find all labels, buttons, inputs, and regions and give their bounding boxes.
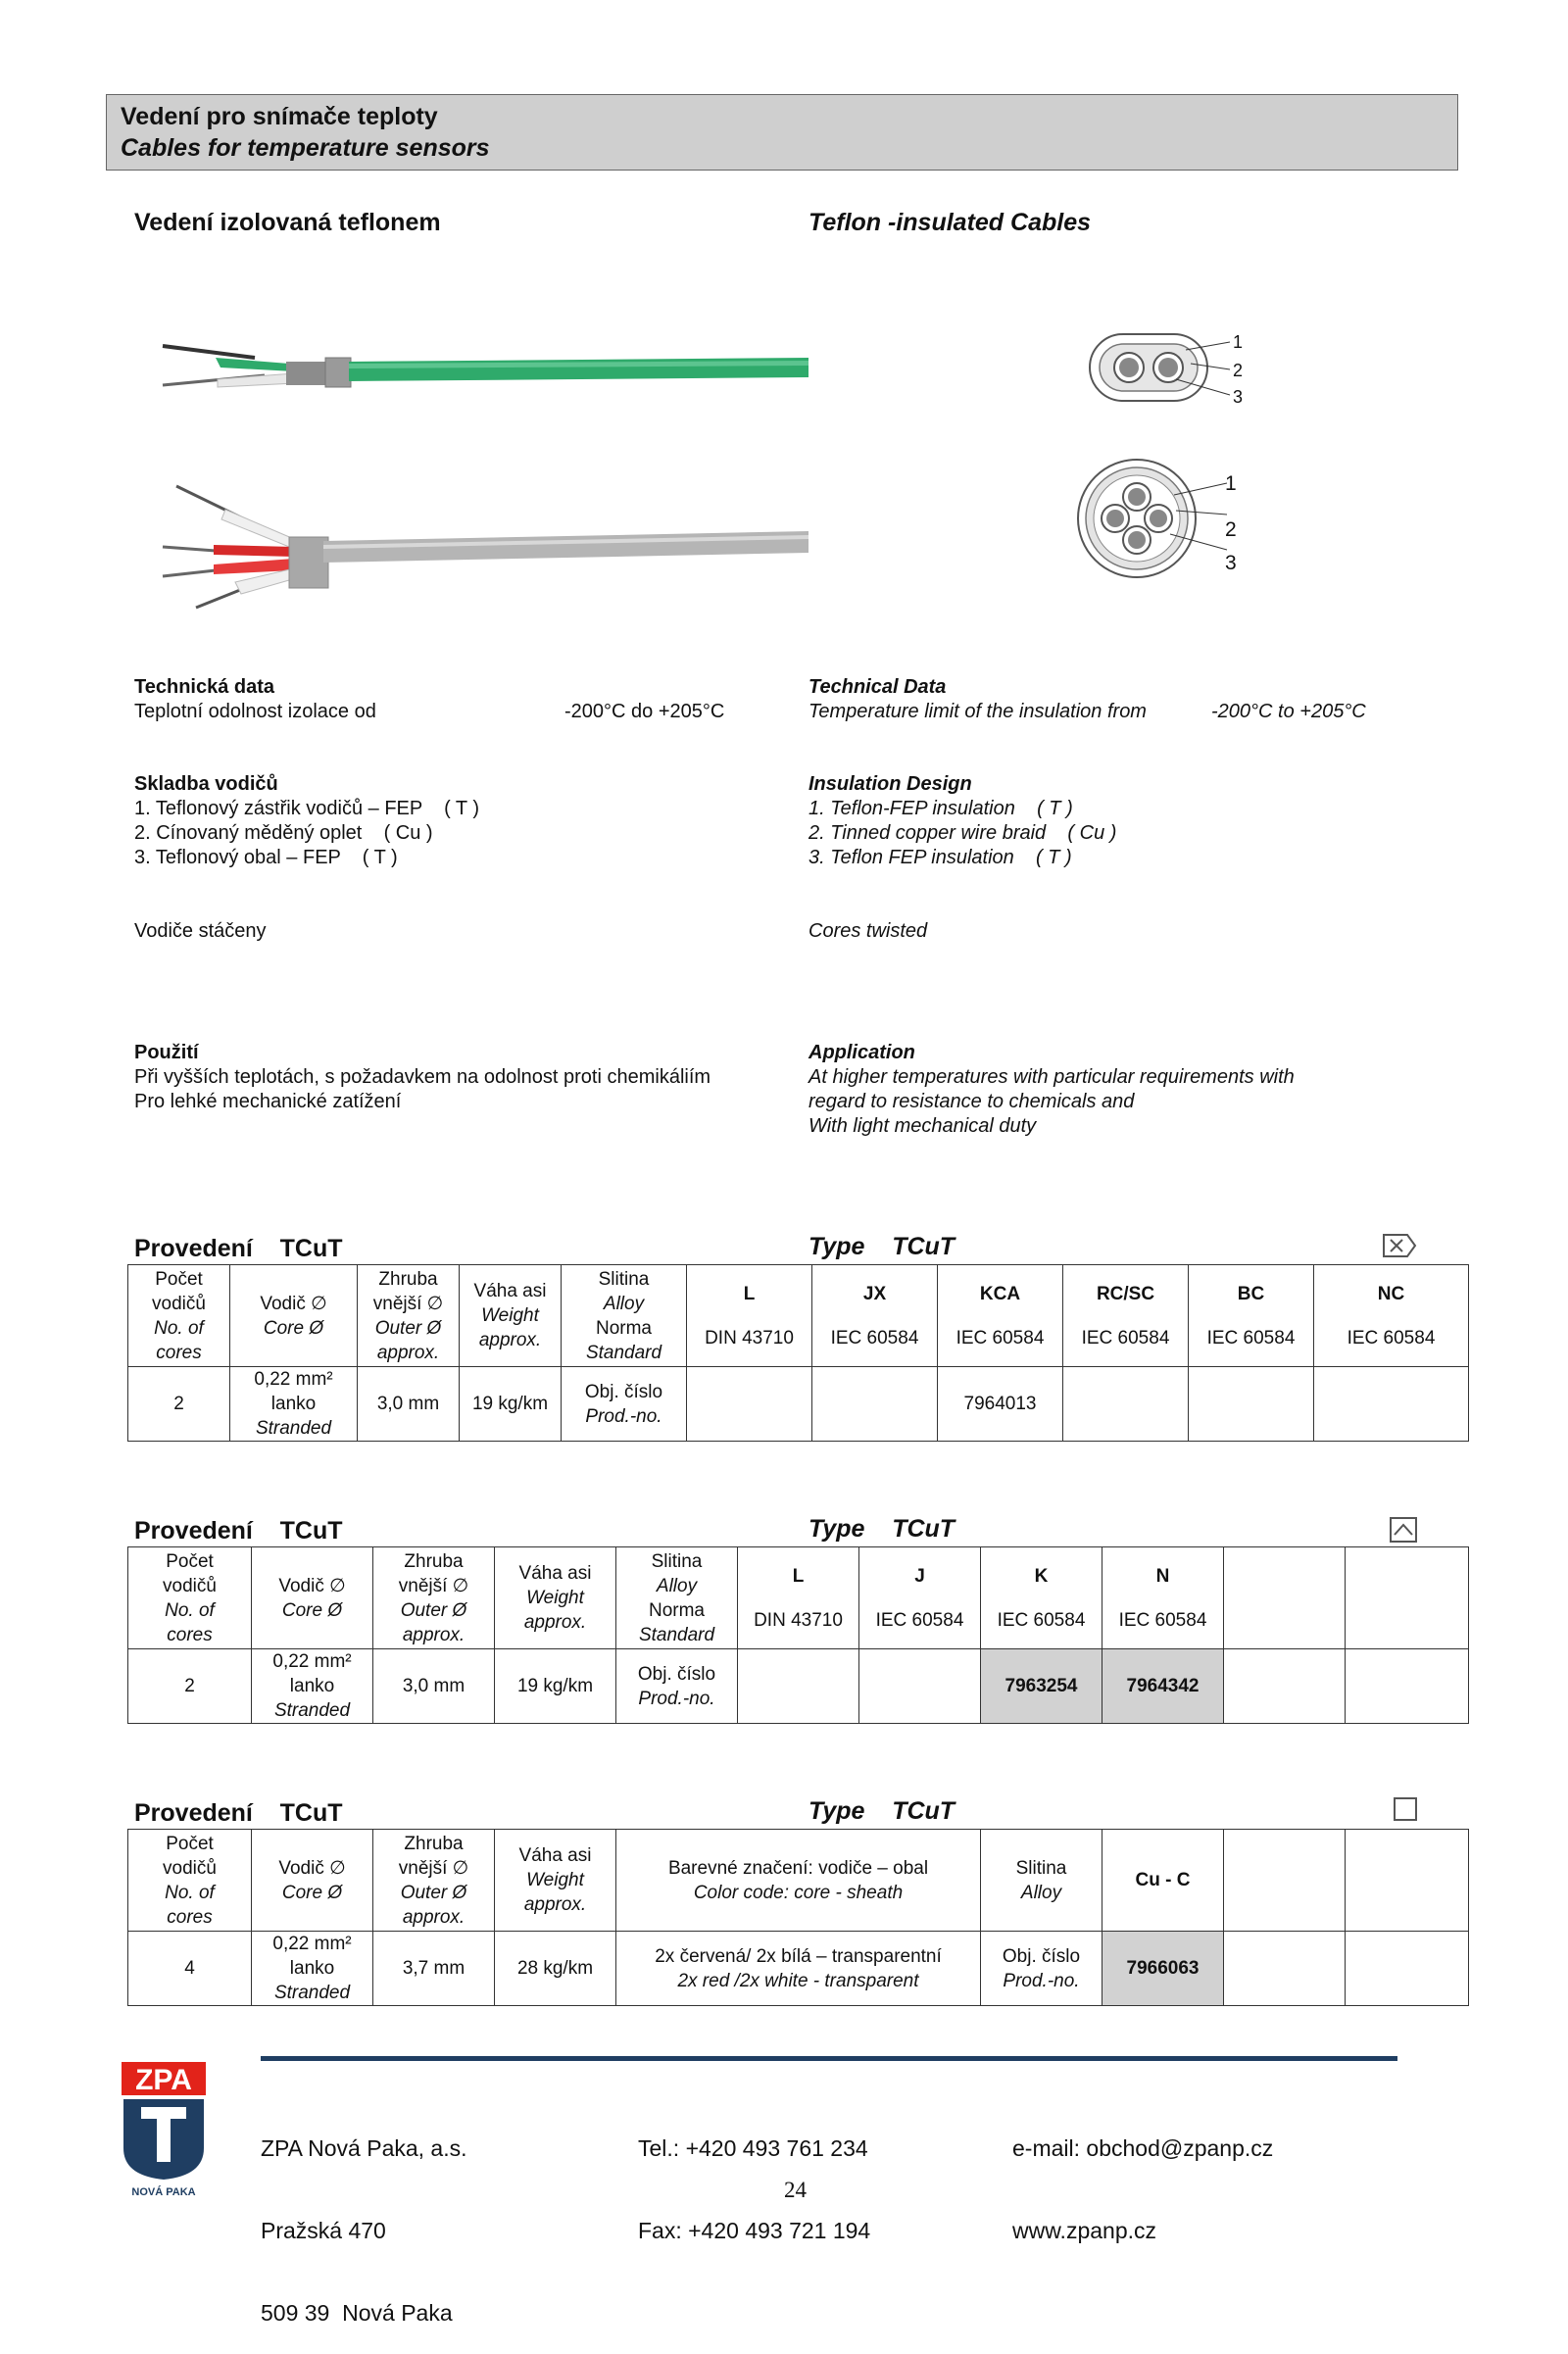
alloy-standard: IEC 60584: [875, 1609, 964, 1631]
alloy-standard: IEC 60584: [1206, 1327, 1296, 1349]
fax: Fax: +420 493 721 194: [638, 2218, 871, 2243]
empty-cell: [1224, 1830, 1346, 1932]
footer-phones: [638, 2080, 870, 2272]
cell-text: 0,22 mm²: [272, 1934, 352, 1954]
cell-weight: 19 kg/km: [460, 1367, 562, 1442]
cell-text: approx.: [478, 1330, 542, 1350]
cell-text: Prod.-no.: [1003, 1970, 1080, 1991]
alloy-header: [1189, 1265, 1314, 1367]
cell-text: Zhruba: [378, 1268, 438, 1290]
cell-text: vodičů: [163, 1575, 217, 1596]
header-title-cz: Vedení pro snímače teploty: [121, 103, 438, 130]
alloy-header: [1063, 1265, 1189, 1367]
header-outer: [373, 1547, 495, 1649]
cell-text: lanko: [270, 1394, 317, 1414]
cell-text: cores: [156, 1342, 202, 1363]
alloy-name: KCA: [979, 1283, 1021, 1304]
cell-text: lanko: [289, 1958, 335, 1979]
cell-text: vnější ∅: [398, 1575, 469, 1596]
company-name: ZPA Nová Paka, a.s.: [261, 2135, 467, 2161]
footer-rule: [261, 2056, 1397, 2061]
website-link[interactable]: www.zpanp.cz: [1012, 2218, 1157, 2243]
application-label-cz: Použití: [134, 1042, 199, 1063]
cell-code: [859, 1649, 981, 1724]
cell-text: Stranded: [255, 1418, 332, 1439]
tech-line-cz: Teplotní odolnost izolace od: [134, 701, 376, 722]
alloy-header: [981, 1547, 1102, 1649]
cell-code: [1314, 1367, 1469, 1442]
design-label-en: Insulation Design: [808, 773, 972, 795]
cell-text: approx.: [523, 1612, 587, 1633]
cell-text: Outer Ø: [374, 1317, 442, 1339]
cell-text: approx.: [402, 1906, 466, 1928]
cell-text: Core Ø: [281, 1882, 343, 1903]
cell-text: vnější ∅: [398, 1857, 469, 1879]
table2-title-cz: Provedení TCuT: [134, 1517, 343, 1545]
cell-text: Outer Ø: [400, 1599, 467, 1621]
cell-weight: 19 kg/km: [495, 1649, 616, 1724]
cell-text: Alloy: [1020, 1882, 1062, 1903]
table-row: [128, 1932, 1469, 2006]
cell-text: Color code: core - sheath: [693, 1882, 904, 1903]
application-line-cz: Pro lehké mechanické zatížení: [134, 1091, 402, 1112]
cell-text: No. of: [165, 1599, 215, 1621]
cell-outer: 3,0 mm: [358, 1367, 460, 1442]
table2-title-en: Type TCuT: [808, 1515, 956, 1543]
cell-text: Prod.-no.: [585, 1405, 662, 1427]
cell-text: Barevné značení: vodiče – obal: [667, 1857, 929, 1879]
cell-code: [687, 1367, 812, 1442]
cell-text: Outer Ø: [400, 1882, 467, 1903]
cell-text: Slitina: [598, 1268, 650, 1290]
cell-text: 0,22 mm²: [254, 1369, 333, 1390]
alloy-standard: IEC 60584: [1347, 1327, 1436, 1349]
cell-text: approx.: [376, 1342, 440, 1363]
design-item-en: 3. Teflon FEP insulation ( T ): [808, 847, 1072, 868]
alloy-name: NC: [1377, 1283, 1405, 1304]
cell-core: [252, 1649, 373, 1724]
cell-cores: 2: [128, 1367, 230, 1442]
section-title-cz: Vedení izolovaná teflonem: [134, 209, 441, 236]
green-cable-image: [157, 328, 813, 402]
alloy-standard: DIN 43710: [754, 1609, 843, 1631]
cell-cores: 4: [128, 1932, 252, 2006]
cell-text: No. of: [154, 1317, 204, 1339]
cell-text: Slitina: [651, 1550, 703, 1572]
alloy-name: RC/SC: [1096, 1283, 1155, 1304]
cell-code-highlighted: 7964342: [1102, 1649, 1224, 1724]
cell-text: 2x červená/ 2x bílá – transparentní: [655, 1945, 942, 1967]
cell-core: [230, 1367, 358, 1442]
triangle-box-icon: [1390, 1517, 1417, 1543]
alloy-header: [1224, 1547, 1346, 1649]
alloy-name: J: [914, 1565, 925, 1587]
cell-core: [252, 1932, 373, 2006]
company-street: Pražská 470: [261, 2218, 386, 2243]
alloy-header: [859, 1547, 981, 1649]
spec-table-2: [127, 1546, 1469, 1724]
cell-code: [1189, 1367, 1314, 1442]
logo-text: ZPA: [135, 2064, 192, 2096]
cell-text: Core Ø: [281, 1599, 343, 1621]
cell-text: No. of: [165, 1882, 215, 1903]
cell-code: 7964013: [938, 1367, 1063, 1442]
cell-text: cores: [167, 1906, 213, 1928]
tech-label-en: Technical Data: [808, 676, 947, 698]
twisted-cz: Vodiče stáčeny: [134, 920, 267, 942]
alloy-header: [1102, 1547, 1224, 1649]
cell-text: Obj. číslo: [637, 1663, 716, 1685]
header-cores: [128, 1547, 252, 1649]
footer-company: [261, 2080, 467, 2354]
table3-title-en: Type TCuT: [808, 1797, 956, 1825]
alloy-name: JX: [862, 1283, 887, 1304]
cell-prod-label: [562, 1367, 687, 1442]
cell-code: [1063, 1367, 1189, 1442]
company-city: 509 39 Nová Paka: [261, 2300, 453, 2326]
alloy-header: [1314, 1265, 1469, 1367]
alloy-standard: IEC 60584: [1118, 1609, 1207, 1631]
header-cores: [128, 1830, 252, 1932]
cell-text: Weight: [481, 1305, 539, 1326]
alloy-standard: IEC 60584: [997, 1609, 1086, 1631]
header-weight: [495, 1830, 616, 1932]
header-alloy: [981, 1830, 1102, 1932]
empty-cell: [1346, 1932, 1469, 2006]
table1-title-cz: Provedení TCuT: [134, 1235, 343, 1262]
alloy-name: L: [792, 1565, 805, 1587]
header-alloy: [616, 1547, 738, 1649]
cell-text: 0,22 mm²: [272, 1651, 352, 1672]
application-line-en: At higher temperatures with particular requirements with: [808, 1066, 1295, 1088]
alloy-standard: IEC 60584: [830, 1327, 919, 1349]
cell-text: Váha asi: [518, 1563, 592, 1584]
cell-text: Alloy: [656, 1575, 698, 1596]
email-link[interactable]: e-mail: obchod@zpanp.cz: [1012, 2135, 1274, 2161]
application-line-en: With light mechanical duty: [808, 1115, 1037, 1137]
alloy-header: [812, 1265, 938, 1367]
header-color-code: [616, 1830, 981, 1932]
alloy-name: Cu - C: [1102, 1830, 1224, 1932]
alloy-standard: IEC 60584: [1081, 1327, 1170, 1349]
diagram-large-label-3: 3: [1225, 552, 1237, 574]
cell-text: Počet: [166, 1833, 214, 1854]
diagram-large-label-2: 2: [1225, 518, 1237, 541]
alloy-name: L: [743, 1283, 756, 1304]
table1-title-en: Type TCuT: [808, 1233, 956, 1260]
phone: Tel.: +420 493 761 234: [638, 2135, 868, 2161]
cell-text: vnější ∅: [372, 1293, 444, 1314]
alloy-header: [738, 1547, 859, 1649]
empty-cell: [1224, 1932, 1346, 2006]
cell-text: Počet: [155, 1268, 203, 1290]
cell-text: Slitina: [1015, 1857, 1067, 1879]
alloy-header: [687, 1265, 812, 1367]
header-title-en: Cables for temperature sensors: [121, 134, 490, 162]
tech-range-en: -200°C to +205°C: [1211, 701, 1366, 722]
cell-text: cores: [167, 1624, 213, 1645]
empty-cell: [1346, 1830, 1469, 1932]
cell-text: Standard: [638, 1624, 715, 1645]
diagram-large-label-1: 1: [1225, 472, 1237, 495]
diagram-small-label-1: 1: [1233, 332, 1244, 352]
cell-text: Obj. číslo: [1002, 1945, 1081, 1967]
alloy-header: [1346, 1547, 1469, 1649]
tech-label-cz: Technická data: [134, 676, 275, 698]
cell-code-highlighted: 7963254: [981, 1649, 1102, 1724]
table3-title-cz: Provedení TCuT: [134, 1799, 343, 1827]
cell-text: Váha asi: [473, 1281, 547, 1301]
design-item-cz: 1. Teflonový zástřik vodičů – FEP ( T ): [134, 798, 480, 819]
square-box-icon: [1394, 1797, 1419, 1823]
cell-text: Zhruba: [404, 1833, 464, 1854]
cell-text: vodičů: [163, 1857, 217, 1879]
design-item-cz: 2. Cínovaný měděný oplet ( Cu ): [134, 822, 433, 844]
cell-text: Zhruba: [404, 1550, 464, 1572]
cell-text: Stranded: [273, 1983, 351, 2003]
cell-prod-label: [616, 1649, 738, 1724]
spec-table-1: [127, 1264, 1469, 1442]
alloy-header: [938, 1265, 1063, 1367]
cell-text: Stranded: [273, 1700, 351, 1721]
design-item-en: 1. Teflon-FEP insulation ( T ): [808, 798, 1073, 819]
cell-text: Vodič ∅: [278, 1857, 346, 1879]
cell-text: Počet: [166, 1550, 214, 1572]
twisted-en: Cores twisted: [808, 920, 928, 942]
page-header: [106, 94, 1458, 171]
braided-cable-image: [157, 480, 813, 617]
application-line-cz: Při vyšších teplotách, s požadavkem na odolnost proti chemikáliím: [134, 1066, 711, 1088]
cell-text: approx.: [523, 1894, 587, 1915]
page-number: 24: [784, 2178, 807, 2202]
cell-text: approx.: [402, 1624, 466, 1645]
cell-color-code: [616, 1932, 981, 2006]
design-item-en: 2. Tinned copper wire braid ( Cu ): [808, 822, 1117, 844]
logo-subtext: NOVÁ PAKA: [131, 2186, 196, 2197]
spec-table-3: [127, 1829, 1469, 2006]
tech-range-cz: -200°C do +205°C: [564, 701, 725, 722]
tech-line-en: Temperature limit of the insulation from: [808, 701, 1147, 722]
design-label-cz: Skladba vodičů: [134, 773, 278, 795]
table-row: [128, 1649, 1469, 1724]
cell-text: Obj. číslo: [584, 1381, 663, 1402]
cell-text: vodičů: [152, 1293, 206, 1314]
cell-text: Weight: [526, 1588, 584, 1608]
cross-section-4-core-diagram: [1068, 456, 1245, 583]
cell-text: Standard: [585, 1342, 662, 1363]
header-cores: [128, 1265, 230, 1367]
cell-text: Váha asi: [518, 1845, 592, 1866]
header-core: [230, 1265, 358, 1367]
header-weight: [495, 1547, 616, 1649]
envelope-x-icon: [1382, 1233, 1417, 1258]
cell-cores: 2: [128, 1649, 252, 1724]
design-item-cz: 3. Teflonový obal – FEP ( T ): [134, 847, 398, 868]
alloy-name: BC: [1237, 1283, 1265, 1304]
cell-text: Norma: [648, 1599, 705, 1621]
table-row: [128, 1367, 1469, 1442]
alloy-name: K: [1034, 1565, 1049, 1587]
header-outer: [373, 1830, 495, 1932]
cell-text: Core Ø: [263, 1317, 324, 1339]
diagram-small-label-2: 2: [1233, 361, 1244, 380]
cell-outer: 3,7 mm: [373, 1932, 495, 2006]
header-core: [252, 1547, 373, 1649]
cell-code-highlighted: 7966063: [1102, 1932, 1224, 2006]
zpa-logo: [120, 2060, 218, 2197]
cell-weight: 28 kg/km: [495, 1932, 616, 2006]
cell-text: Vodič ∅: [260, 1293, 327, 1314]
cell-code: [738, 1649, 859, 1724]
cell-code: [1224, 1649, 1346, 1724]
alloy-standard: IEC 60584: [956, 1327, 1045, 1349]
application-label-en: Application: [808, 1042, 915, 1063]
application-line-en: regard to resistance to chemicals and: [808, 1091, 1135, 1112]
header-weight: [460, 1265, 562, 1367]
diagram-small-label-3: 3: [1233, 387, 1244, 407]
footer-contact: [1012, 2080, 1273, 2272]
cell-code: [812, 1367, 938, 1442]
cell-text: Weight: [526, 1870, 584, 1890]
cell-text: Vodič ∅: [278, 1575, 346, 1596]
alloy-standard: DIN 43710: [705, 1327, 794, 1349]
cell-text: Alloy: [603, 1293, 645, 1314]
cross-section-2-core-diagram: [1078, 328, 1254, 417]
section-title-en: Teflon -insulated Cables: [808, 209, 1092, 236]
header-alloy: [562, 1265, 687, 1367]
cell-outer: 3,0 mm: [373, 1649, 495, 1724]
cell-text: lanko: [289, 1676, 335, 1696]
cell-prod-label: [981, 1932, 1102, 2006]
cell-text: Prod.-no.: [638, 1688, 715, 1709]
cell-text: 2x red /2x white - transparent: [677, 1970, 919, 1991]
alloy-name: N: [1155, 1565, 1170, 1587]
header-outer: [358, 1265, 460, 1367]
cell-code: [1346, 1649, 1469, 1724]
cell-text: Norma: [595, 1317, 652, 1339]
header-core: [252, 1830, 373, 1932]
